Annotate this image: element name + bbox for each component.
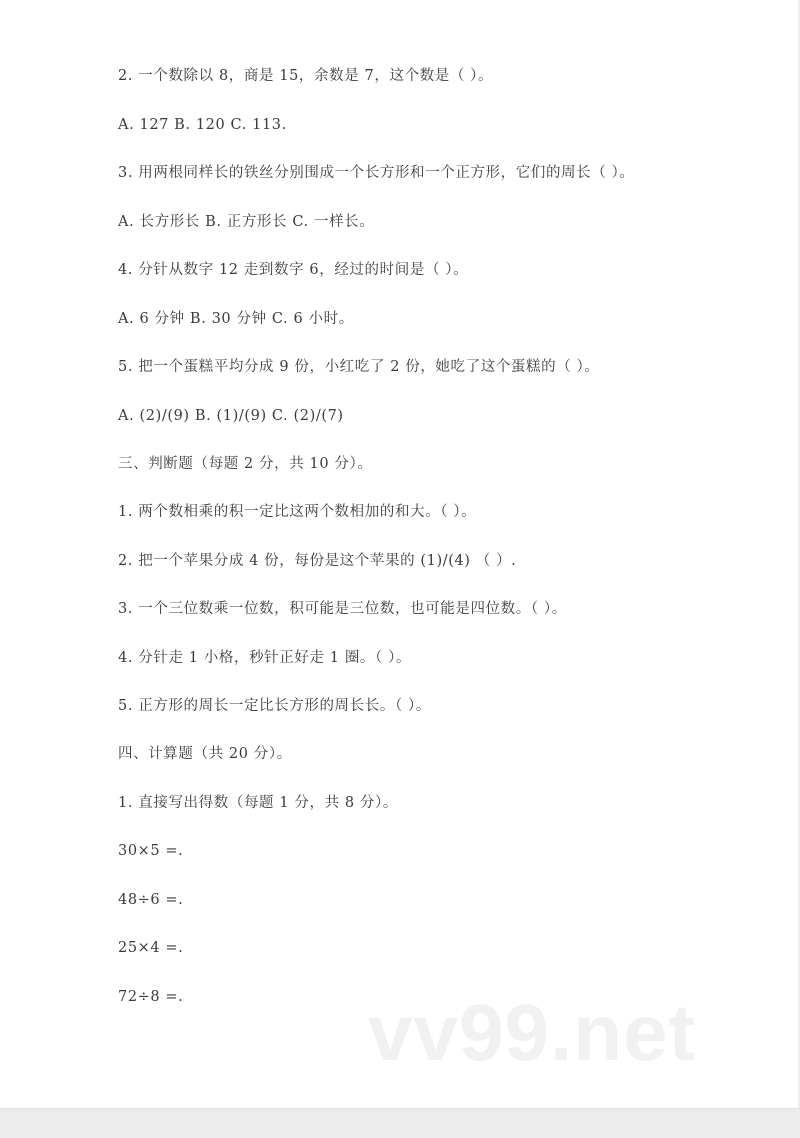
question-2-text: 2. 一个数除以 8，商是 15，余数是 7，这个数是（ ）。	[118, 68, 494, 84]
calc-item-4: 72÷8 =.	[118, 989, 184, 1005]
question-5-text: 5. 把一个蛋糕平均分成 9 份，小红吃了 2 份，她吃了这个蛋糕的（ ）。	[118, 359, 600, 375]
calc-item-1: 30×5 =.	[118, 843, 184, 859]
calc-1-instruction: 1. 直接写出得数（每题 1 分，共 8 分）。	[118, 795, 398, 811]
viewer-bottom-bar	[0, 1108, 800, 1138]
judge-4-text: 4. 分针走 1 小格，秒针正好走 1 圈。（ ）。	[118, 650, 412, 666]
section-4-heading: 四、计算题（共 20 分）。	[118, 746, 292, 762]
judge-1-text: 1. 两个数相乘的积一定比这两个数相加的和大。（ ）。	[118, 504, 477, 520]
watermark: vv99.net	[368, 988, 697, 1077]
question-3-text: 3. 用两根同样长的铁丝分别围成一个长方形和一个正方形，它们的周长（ ）。	[118, 165, 635, 181]
question-3-options: A. 长方形长 B. 正方形长 C. 一样长。	[118, 214, 375, 230]
judge-5-text: 5. 正方形的周长一定比长方形的周长长。（ ）。	[118, 698, 431, 714]
judge-3-text: 3. 一个三位数乘一位数，积可能是三位数，也可能是四位数。（ ）。	[118, 601, 567, 617]
question-5-options: A. (2)/(9) B. (1)/(9) C. (2)/(7)	[118, 408, 344, 424]
question-4-text: 4. 分针从数字 12 走到数字 6，经过的时间是（ ）。	[118, 262, 469, 278]
section-3-heading: 三、判断题（每题 2 分，共 10 分）。	[118, 456, 373, 472]
question-4-options: A. 6 分钟 B. 30 分钟 C. 6 小时。	[118, 311, 354, 327]
calc-item-2: 48÷6 =.	[118, 892, 184, 908]
judge-2-text: 2. 把一个苹果分成 4 份，每份是这个苹果的 (1)/(4) （ ）.	[118, 553, 517, 569]
question-2-options: A. 127 B. 120 C. 113.	[118, 117, 287, 133]
calc-item-3: 25×4 =.	[118, 940, 184, 956]
